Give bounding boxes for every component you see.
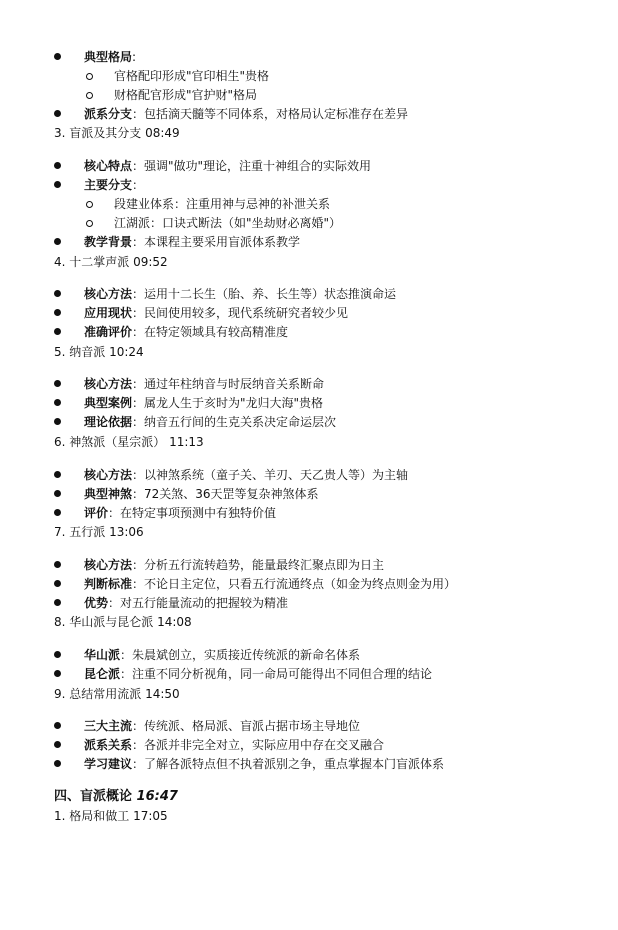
section-heading: 9. 总结常用流派 14:50 xyxy=(54,687,180,701)
bullet-body: ：在特定领域具有较高精准度 xyxy=(132,325,289,339)
bullet-body: ：通过年柱纳音与时辰纳音关系断命 xyxy=(132,377,325,391)
bullet-body: ：分析五行流转趋势，能量最终汇聚点即为日主 xyxy=(132,558,385,572)
bullet-text xyxy=(84,735,384,755)
bullet-label: 昆仑派 xyxy=(84,667,121,681)
bullet-label: 华山派 xyxy=(84,648,121,662)
bullet-text xyxy=(84,47,136,67)
bullet-text xyxy=(84,593,288,613)
chapter-heading xyxy=(54,787,178,807)
bullet-icon xyxy=(54,651,61,658)
bullet-text xyxy=(84,484,319,504)
bullet-body: ：在特定事项预测中有独特价值 xyxy=(108,506,277,520)
bullet-text xyxy=(114,66,269,86)
bullet-label: 派系分支 xyxy=(84,107,133,121)
bullet-icon xyxy=(54,399,61,406)
bullet-icon xyxy=(54,309,61,316)
chapter-timestamp: 16:47 xyxy=(136,789,178,804)
bullet-icon xyxy=(54,53,61,60)
section-heading: 8. 华山派与昆仑派 14:08 xyxy=(54,615,192,629)
bullet-body: ：纳音五行间的生克关系决定命运层次 xyxy=(132,415,337,429)
bullet-text xyxy=(84,645,360,665)
bullet-icon xyxy=(54,328,61,335)
hollow-bullet-icon xyxy=(86,92,93,99)
bullet-body: : xyxy=(132,50,137,64)
bullet-icon xyxy=(54,561,61,568)
bullet-text xyxy=(84,664,432,684)
bullet-body: ：以神煞系统（童子关、羊刃、天乙贵人等）为主轴 xyxy=(132,468,409,482)
bullet-icon xyxy=(54,471,61,478)
bullet-label: 核心方法 xyxy=(84,377,133,391)
bullet-body: 财格配官形成"官护财"格局 xyxy=(114,88,258,102)
bullet-body: ：72关煞、36天罡等复杂神煞体系 xyxy=(132,487,319,501)
bullet-icon xyxy=(54,162,61,169)
bullet-body: ：对五行能量流动的把握较为精准 xyxy=(108,596,289,610)
bullet-icon xyxy=(54,110,61,117)
bullet-text xyxy=(84,503,276,523)
bullet-icon xyxy=(54,670,61,677)
bullet-label: 应用现状 xyxy=(84,306,133,320)
bullet-icon xyxy=(54,181,61,188)
bullet-text xyxy=(84,322,288,342)
bullet-label: 核心方法 xyxy=(84,287,133,301)
bullet-text xyxy=(84,104,408,124)
bullet-label: 评价 xyxy=(84,506,109,520)
bullet-body: ：传统派、格局派、盲派占据市场主导地位 xyxy=(132,719,361,733)
bullet-label: 教学背景 xyxy=(84,235,133,249)
bullet-label: 核心方法 xyxy=(84,558,133,572)
bullet-icon xyxy=(54,418,61,425)
bullet-body: ：属龙人生于亥时为"龙归大海"贵格 xyxy=(132,396,324,410)
bullet-label: 典型案例 xyxy=(84,396,133,410)
bullet-body: ：朱晨斌创立，实质接近传统派的新命名体系 xyxy=(120,648,361,662)
bullet-body: ：注重不同分析视角，同一命局可能得出不同但合理的结论 xyxy=(120,667,433,681)
section-heading: 7. 五行派 13:06 xyxy=(54,525,144,539)
section-heading: 5. 纳音派 10:24 xyxy=(54,345,144,359)
bullet-text xyxy=(84,412,336,432)
bullet-label: 优势 xyxy=(84,596,109,610)
bullet-label: 派系关系 xyxy=(84,738,133,752)
bullet-icon xyxy=(54,490,61,497)
bullet-icon xyxy=(54,509,61,516)
bullet-body: ：包括滴天髓等不同体系，对格局认定标准存在差异 xyxy=(132,107,409,121)
bullet-body: ：各派并非完全对立，实际应用中存在交叉融合 xyxy=(132,738,385,752)
section-heading: 6. 神煞派（星宗派） 11:13 xyxy=(54,435,204,449)
bullet-body: ：本课程主要采用盲派体系教学 xyxy=(132,235,301,249)
hollow-bullet-icon xyxy=(86,220,93,227)
bullet-text xyxy=(84,303,348,323)
bullet-text xyxy=(84,284,396,304)
bullet-text xyxy=(84,374,324,394)
bullet-label: 核心方法 xyxy=(84,468,133,482)
bullet-text xyxy=(84,232,300,252)
bullet-body: ：运用十二长生（胎、养、长生等）状态推演命运 xyxy=(132,287,397,301)
hollow-bullet-icon xyxy=(86,73,93,80)
bullet-text xyxy=(84,754,444,774)
bullet-text xyxy=(84,175,144,195)
section-heading: 4. 十二掌声派 09:52 xyxy=(54,255,168,269)
bullet-label: 主要分支 xyxy=(84,178,133,192)
bullet-icon xyxy=(54,599,61,606)
bullet-text xyxy=(114,213,341,233)
bullet-icon xyxy=(54,722,61,729)
section-heading: 3. 盲派及其分支 08:49 xyxy=(54,126,180,140)
hollow-bullet-icon xyxy=(86,201,93,208)
bullet-text xyxy=(84,574,456,594)
bullet-label: 三大主流 xyxy=(84,719,133,733)
bullet-body: ：强调"做功"理论，注重十神组合的实际效用 xyxy=(132,159,372,173)
chapter-title: 四、盲派概论 xyxy=(54,789,137,804)
bullet-text xyxy=(84,156,371,176)
bullet-body: 江湖派：口诀式断法（如"坐劫财必离婚"） xyxy=(114,216,342,230)
bullet-label: 典型神煞 xyxy=(84,487,133,501)
bullet-icon xyxy=(54,741,61,748)
bullet-icon xyxy=(54,580,61,587)
bullet-text xyxy=(84,716,360,736)
bullet-text xyxy=(114,194,330,214)
bullet-icon xyxy=(54,380,61,387)
bullet-label: 判断标准 xyxy=(84,577,133,591)
bullet-body: ： xyxy=(132,178,145,192)
bullet-label: 学习建议 xyxy=(84,757,133,771)
bullet-text xyxy=(84,393,323,413)
bullet-text xyxy=(84,555,384,575)
bullet-body: ：不论日主定位，只看五行流通终点（如金为终点则金为用） xyxy=(132,577,457,591)
bullet-label: 准确评价 xyxy=(84,325,133,339)
bullet-text xyxy=(114,85,257,105)
bullet-body: 段建业体系：注重用神与忌神的补泄关系 xyxy=(114,197,331,211)
bullet-icon xyxy=(54,238,61,245)
bullet-label: 理论依据 xyxy=(84,415,133,429)
bullet-body: ：民间使用较多，现代系统研究者较少见 xyxy=(132,306,349,320)
bullet-body: 官格配印形成"官印相生"贵格 xyxy=(114,69,270,83)
bullet-label: 核心特点 xyxy=(84,159,133,173)
bullet-body: ：了解各派特点但不执着派别之争，重点掌握本门盲派体系 xyxy=(132,757,445,771)
bullet-label: 典型格局 xyxy=(84,50,133,64)
bullet-icon xyxy=(54,290,61,297)
bullet-icon xyxy=(54,760,61,767)
bullet-text xyxy=(84,465,408,485)
section-heading: 1. 格局和做工 17:05 xyxy=(54,809,168,823)
